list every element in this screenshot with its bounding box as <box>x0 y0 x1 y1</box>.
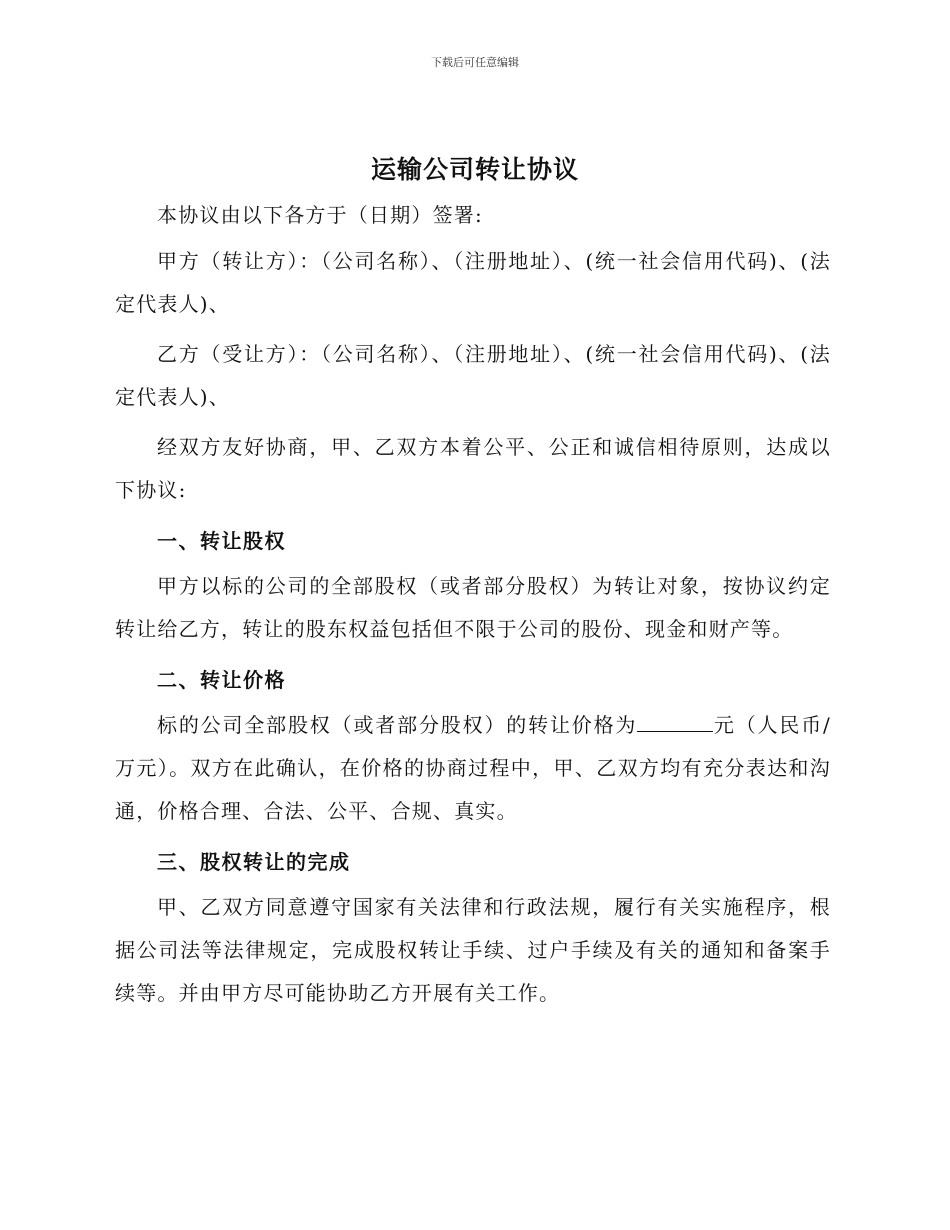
section-heading-completion: 三、股权转让的完成 <box>157 850 351 874</box>
document-body <box>115 194 831 1015</box>
price-blank-field <box>637 711 713 732</box>
party-a-paragraph: 甲方（转让方）：（公司名称）、（注册地址）、(统一社会信用代码)、(法定代表人)、 <box>115 249 831 316</box>
section-heading-transfer-price: 二、转让价格 <box>157 668 286 692</box>
price-text-before: 标的公司全部股权（或者部分股权）的转让价格为 <box>157 713 638 737</box>
header-note: 下载后可任意编辑 <box>431 56 519 69</box>
document-title: 运输公司转让协议 <box>370 155 579 184</box>
section-body-transfer-equity: 甲方以标的公司的全部股权（或者部分股权）为转让对象，按协议约定转让给乙方，转让的股东权益包括但不限于公司的股份、现金和财产等。 <box>115 574 831 641</box>
preamble-paragraph: 经双方友好协商，甲、乙双方本着公平、公正和诚信相待原则，达成以下协议: <box>115 435 831 502</box>
section-heading-transfer-equity: 一、转让股权 <box>157 529 286 553</box>
intro-paragraph: 本协议由以下各方于（日期）签署: <box>157 203 483 227</box>
party-b-paragraph: 乙方（受让方）：（公司名称）、（注册地址）、(统一社会信用代码)、(法定代表人)、 <box>115 342 831 409</box>
price-text-after: 元（人民币/万元）。双方在此确认，在价格的协商过程中，甲、乙双方均有充分表达和沟通，价格合理、合法、公平、合规、真实。 <box>115 713 831 823</box>
section-body-transfer-price <box>115 704 831 833</box>
section-body-completion: 甲、乙双方同意遵守国家有关法律和行政法规，履行有关实施程序，根据公司法等法律规定，完成股权转让手续、过户手续及有关的通知和备案手续等。并由甲方尽可能协助乙方开展有关工作。 <box>115 895 831 1005</box>
